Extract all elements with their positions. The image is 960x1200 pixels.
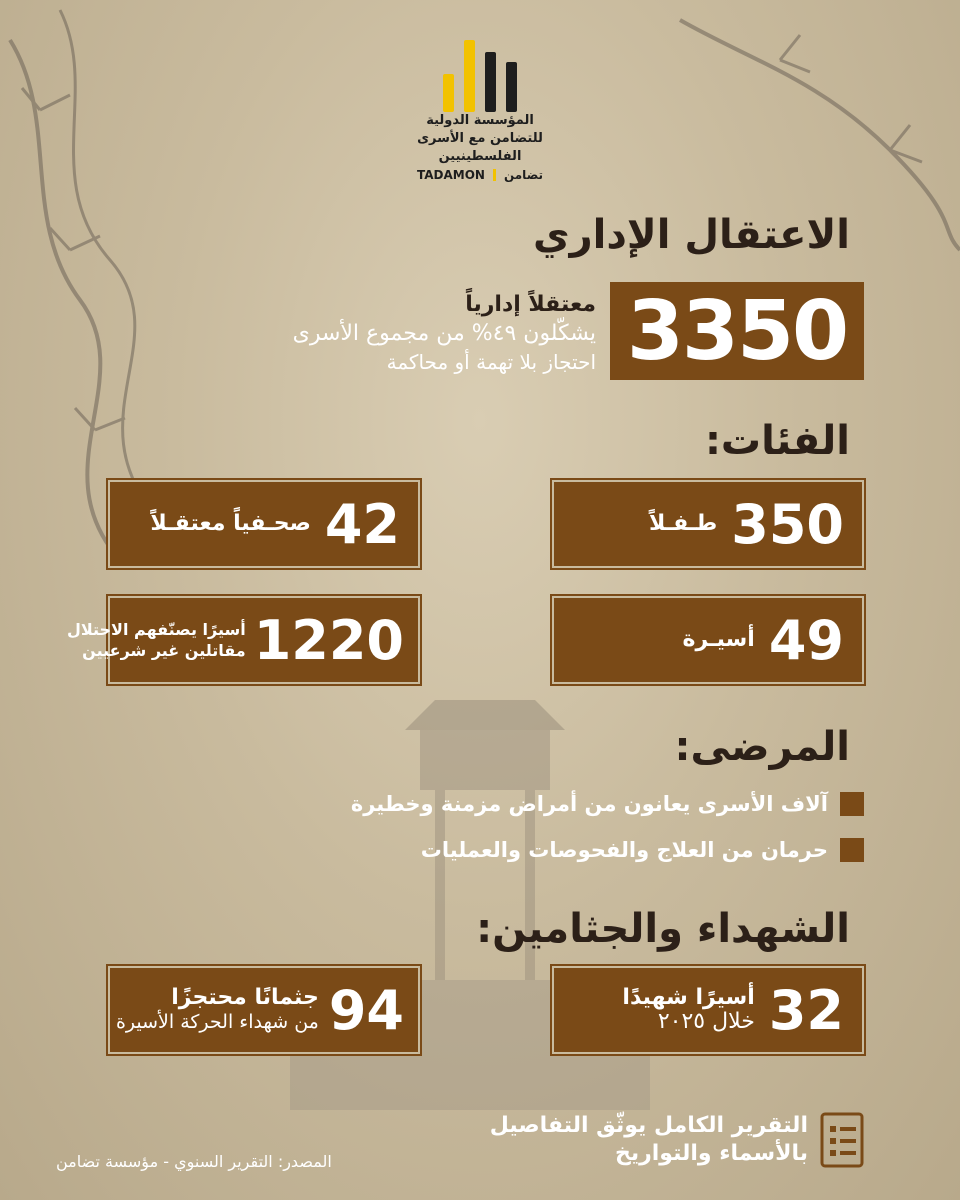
category-children [552,480,864,568]
category-women [552,596,864,684]
martyrs-prisoners [552,966,864,1054]
admin-percent: يشكّلون ٤٩% من مجموع الأسرى [292,321,596,346]
full-report-note [490,1112,864,1168]
martyrs-label: أسيرًا شهيدًا خلال ٢٠٢٥ [622,985,755,1034]
category-label: طـفـلاً [648,511,718,536]
category-label: أسيـرة [682,627,755,652]
admin-heading: الاعتقال الإداري [532,212,850,258]
category-number: 1220 [253,608,404,672]
logo-brand-en: TADAMON [416,168,485,182]
logo-brand [380,168,580,182]
logo-brand-ar: تضامن [503,168,544,182]
categories-heading: الفئات: [704,418,850,464]
admin-number-box [610,282,864,380]
category-label: صحـفياً معتقـلاً [150,511,311,536]
bullet-square-icon [840,838,864,862]
admin-note: احتجاز بلا تهمة أو محاكمة [386,350,596,374]
category-unlawful-combatants [66,596,420,684]
admin-number: 3350 [626,283,848,379]
logo-line-2: للتضامن مع الأسرى الفلسطينيين [417,131,543,164]
admin-label: معتقلاً إدارياً [465,292,596,317]
category-number: 350 [731,492,844,556]
martyrs-heading: الشهداء والجثامين: [476,906,850,952]
category-journalists [108,480,420,568]
report-line-2: بالأسماء والتواريخ [614,1141,808,1166]
category-number: 42 [324,492,400,556]
admin-description [293,290,596,376]
martyrs-number: 32 [768,978,844,1042]
patients-item: آلاف الأسرى يعانون من أمراض مزمنة وخطيرة [351,792,864,816]
category-number: 49 [768,608,844,672]
bullet-square-icon [840,792,864,816]
category-label: أسيرًا يصنّفهم الاحتلال مقاتلين غير شرعيين [66,620,246,660]
report-line-1: التقرير الكامل يوثّق التفاصيل [489,1113,808,1138]
martyrs-bodies [108,966,420,1054]
logo-line-1: المؤسسة الدولية [426,113,534,128]
tadamon-logo [380,40,580,182]
patients-heading: المرضى: [674,724,850,770]
logo-bars-icon [380,40,580,112]
martyrs-number: 94 [328,978,404,1042]
patients-item: حرمان من العلاج والفحوصات والعمليات [421,838,864,862]
martyrs-label: جثمانًا محتجزًا من شهداء الحركة الأسيرة [115,985,319,1033]
document-list-icon [820,1112,864,1168]
source-note: المصدر: التقرير السنوي - مؤسسة تضامن [56,1152,332,1171]
